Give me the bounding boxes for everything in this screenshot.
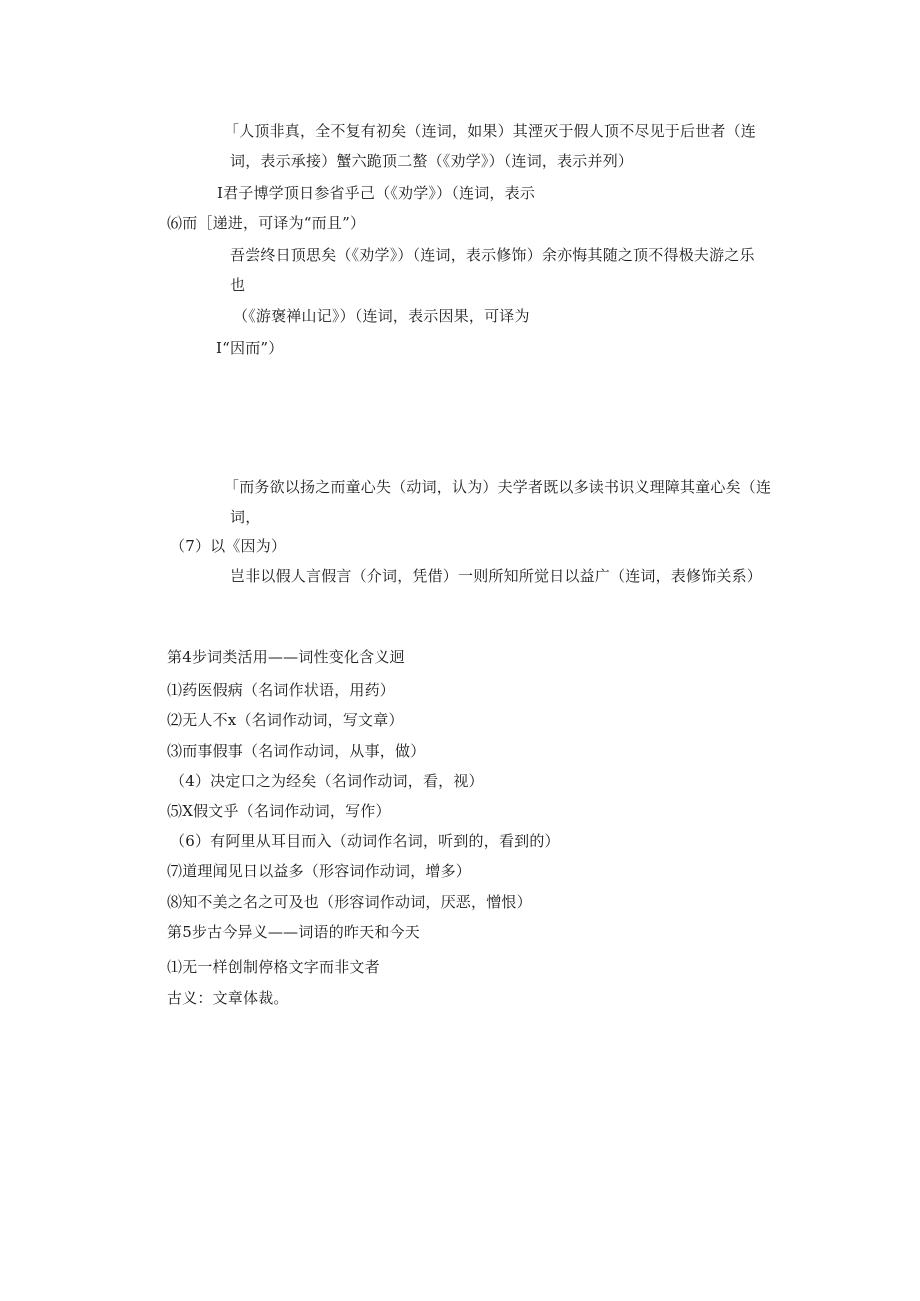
- text-line: 吾尝终日顶思矣（《劝学》）（连词，表示修饰）余亦悔其随之顶不得极夫游之乐: [230, 246, 755, 264]
- text-line: （《游褒禅山记》）（连词，表示因果，可译为: [233, 307, 530, 325]
- text-line: 「人顶非真，全不复有初矣（连词，如果）其湮灭于假人顶不尽见于后世者（连: [224, 122, 757, 140]
- text-line: （7）以《因为）: [170, 537, 287, 555]
- section-heading: 第4步词类活用——词性变化含义迥: [167, 648, 405, 666]
- list-item: ⑸X假文乎（名词作动词，写作）: [167, 802, 391, 820]
- list-item: ⑴药医假病（名词作状语，用药）: [167, 681, 396, 699]
- text-line: 也: [230, 276, 246, 294]
- list-item: 古义：文章体裁。: [167, 989, 289, 1007]
- text-line: 「而务欲以扬之而童心失（动词，认为）夫学者既以多读书识义理障其童心矣（连: [224, 478, 772, 496]
- list-item: ⑺道理闻见日以益多（形容词作动词，增多）: [167, 862, 472, 880]
- text-line: 岂非以假人言假言（介词，凭借）一则所知所觉日以益广（连词，表修饰关系）: [230, 567, 763, 585]
- section-heading: 第5步古今异义——词语的昨天和今天: [167, 923, 420, 941]
- text-line: 词，: [230, 508, 261, 526]
- list-item: （6）有阿里从耳目而入（动词作名词，听到的，看到的）: [170, 832, 560, 850]
- list-item: ⑵无人不x（名词作动词，写文章）: [167, 711, 404, 729]
- list-item: ⑻知不美之名之可及也（形容词作动词，厌恶，憎恨）: [167, 893, 532, 911]
- text-line: I君子博学顶日参省乎己（《劝学》）（连词，表示: [217, 184, 536, 202]
- text-line: I“因而”）: [216, 339, 284, 357]
- list-item: ⑶而事假事（名词作动词，从事，做）: [167, 742, 426, 760]
- list-item: ⑴无一样创制停格文字而非文者: [167, 958, 380, 976]
- text-line: 词，表示承接）蟹六跪顶二螯（《劝学》）（连词，表示并列）: [230, 152, 634, 170]
- text-line: ⑹而［递进，可译为“而且”）: [167, 214, 366, 232]
- list-item: （4）决定口之为经矣（名词作动词，看，视）: [170, 772, 484, 790]
